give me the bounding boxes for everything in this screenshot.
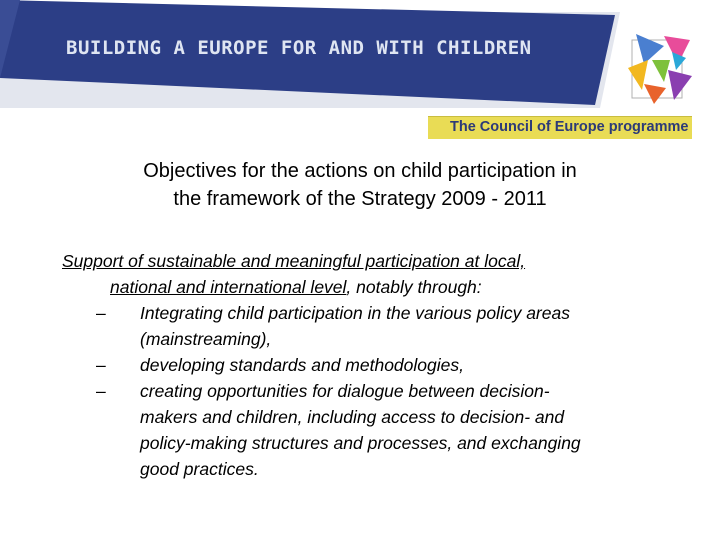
- bullet-line: Integrating child participation in the various policy areas: [140, 303, 570, 323]
- header-banner: [0, 0, 720, 120]
- bullet-line: developing standards and methodologies,: [140, 355, 464, 375]
- bullet-dash: –: [96, 381, 106, 401]
- intro-paragraph: [62, 248, 662, 300]
- bullet-dash: –: [96, 355, 106, 375]
- bullet-line: policy-making structures and processes, and exchanging: [140, 433, 581, 453]
- bullet-dash: –: [96, 303, 106, 323]
- banner-background: [0, 0, 720, 120]
- programme-bar: [428, 116, 692, 139]
- intro-line-2-rest: , notably through:: [346, 277, 482, 297]
- bullet-item: [62, 352, 662, 378]
- council-of-europe-children-logo-icon: [624, 30, 694, 106]
- slide-title-line-2: the framework of the Strategy 2009 - 2011: [173, 188, 547, 210]
- slide-title-line-1: Objectives for the actions on child participation in: [143, 160, 577, 182]
- programme-label: The Council of Europe programme: [450, 119, 689, 135]
- intro-line-2: [62, 274, 662, 300]
- intro-line-1: Support of sustainable and meaningful participation at local,: [62, 251, 526, 271]
- bullet-line: (mainstreaming),: [140, 329, 272, 349]
- banner-title: BUILDING A EUROPE FOR AND WITH CHILDREN: [66, 37, 532, 59]
- slide-body: [62, 248, 662, 482]
- bullet-item: [62, 378, 662, 482]
- bullet-line: creating opportunities for dialogue between decision-: [140, 381, 550, 401]
- bullet-line: makers and children, including access to decision- and: [140, 407, 565, 427]
- bullet-line: good practices.: [140, 459, 259, 479]
- slide-title: [40, 157, 680, 213]
- intro-line-2-underlined: national and international level: [110, 277, 347, 297]
- bullet-item: [62, 300, 662, 352]
